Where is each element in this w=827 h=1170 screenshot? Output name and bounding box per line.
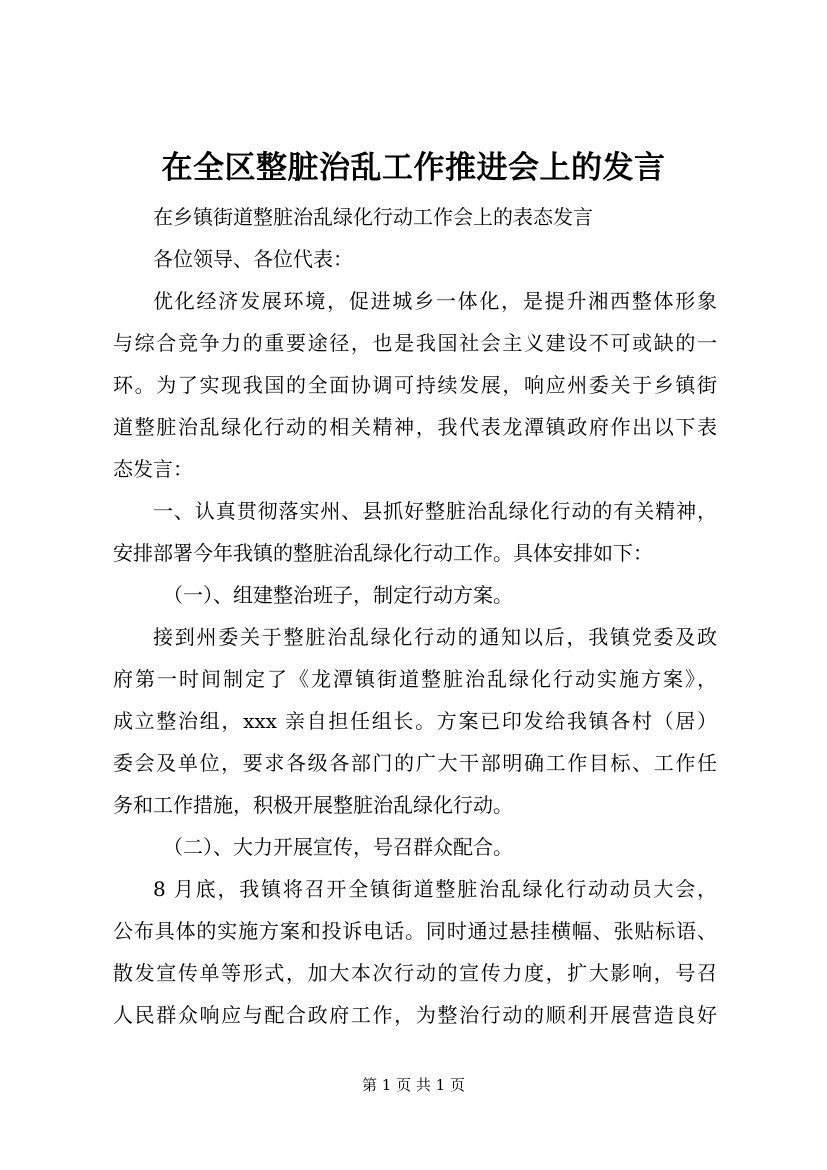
body-line: 各位领导、各位代表： — [153, 247, 353, 271]
body-line: 散发宣传单等形式，加大本次行动的宣传力度，扩大影响，号召 — [113, 961, 717, 985]
body-line: 务和工作措施，积极开展整脏治乱绿化行动。 — [113, 793, 513, 817]
body-line: 委会及单位，要求各级各部门的广大干部明确工作目标、工作任 — [113, 751, 717, 775]
page-number-footer: 第 1 页 共 1 页 — [362, 1076, 465, 1094]
body-line: 安排部署今年我镇的整脏治乱绿化行动工作。具体安排如下： — [113, 541, 653, 565]
body-line: 道整脏治乱绿化行动的相关精神，我代表龙潭镇政府作出以下表 — [113, 415, 717, 439]
body-line: 一、认真贯彻落实州、县抓好整脏治乱绿化行动的有关精神， — [153, 499, 717, 523]
body-line: 公布具体的实施方案和投诉电话。同时通过悬挂横幅、张贴标语、 — [113, 919, 717, 943]
body-line: 8 月底，我镇将召开全镇街道整脏治乱绿化行动动员大会， — [153, 877, 717, 901]
body-line: 在乡镇街道整脏治乱绿化行动工作会上的表态发言 — [153, 205, 593, 229]
body-line: 环。为了实现我国的全面协调可持续发展，响应州委关于乡镇街 — [113, 373, 717, 397]
body-line: 接到州委关于整脏治乱绿化行动的通知以后，我镇党委及政 — [153, 625, 717, 649]
body-line: 优化经济发展环境，促进城乡一体化，是提升湘西整体形象 — [153, 289, 717, 313]
section-heading: （二）、大力开展宣传，号召群众配合。 — [163, 835, 513, 859]
body-line: 成立整治组，xxx 亲自担任组长。方案已印发给我镇各村（居） — [113, 709, 717, 733]
document-title: 在全区整脏治乱工作推进会上的发言 — [161, 150, 666, 186]
body-line: 态发言： — [113, 457, 193, 481]
document-body — [113, 196, 717, 1036]
body-line: 府第一时间制定了《龙潭镇街道整脏治乱绿化行动实施方案》， — [113, 667, 717, 691]
body-line: 与综合竞争力的重要途径，也是我国社会主义建设不可或缺的一 — [113, 331, 717, 355]
section-heading: （一）、组建整治班子，制定行动方案。 — [163, 583, 513, 607]
body-line: 人民群众响应与配合政府工作，为整治行动的顺利开展营造良好 — [113, 1003, 717, 1027]
